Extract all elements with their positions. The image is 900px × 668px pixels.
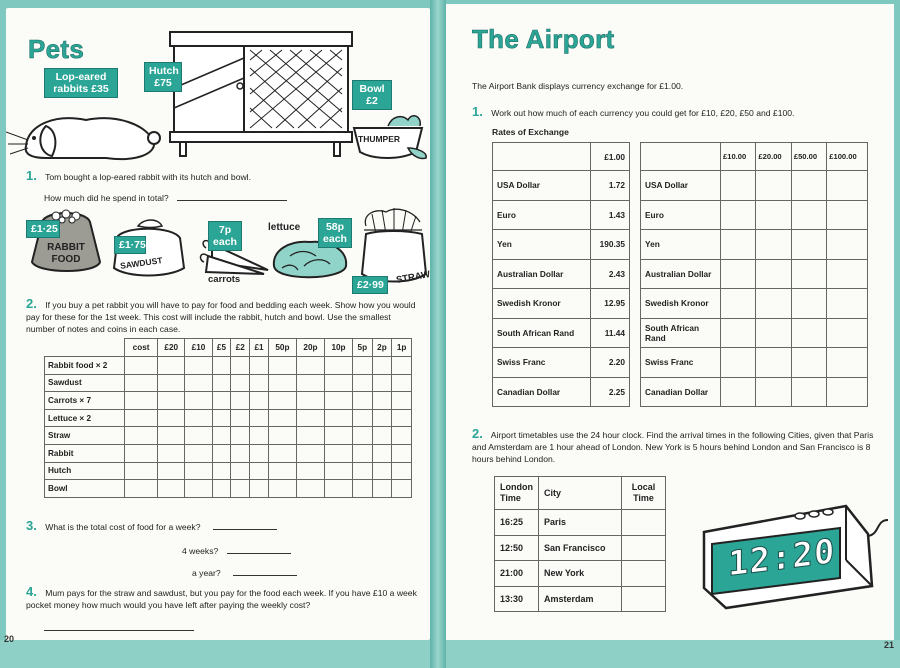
- money-row-label: Bowl: [45, 480, 125, 498]
- money-answer-cell[interactable]: [231, 462, 250, 480]
- intro-text: The Airport Bank displays currency exchange for £1.00.: [472, 81, 684, 91]
- conversion-answer-cell[interactable]: [756, 259, 791, 289]
- money-answer-cell[interactable]: [185, 392, 212, 410]
- money-answer-cell[interactable]: [158, 409, 185, 427]
- money-answer-cell[interactable]: [324, 409, 352, 427]
- question-3: [26, 520, 277, 533]
- money-answer-cell[interactable]: [268, 409, 296, 427]
- money-row-label: Carrots × 7: [45, 392, 125, 410]
- currency-name: Australian Dollar: [493, 259, 591, 289]
- conversion-answer-cell[interactable]: [756, 289, 791, 319]
- money-answer-cell[interactable]: [125, 480, 158, 498]
- rates-header-pound: £1.00: [590, 143, 629, 171]
- question-4-number: 4.: [26, 584, 37, 599]
- carrots-label: carrots: [208, 274, 241, 285]
- money-answer-cell[interactable]: [185, 427, 212, 445]
- rates-row: [493, 171, 630, 201]
- money-answer-cell[interactable]: [212, 444, 231, 462]
- money-answer-cell[interactable]: [250, 444, 269, 462]
- question-1: [26, 170, 416, 183]
- money-answer-cell[interactable]: [268, 444, 296, 462]
- book-spine: [430, 0, 446, 668]
- money-header-5-pounds: £5: [212, 339, 231, 357]
- question-2-number: 2.: [26, 296, 37, 311]
- rates-header-blank: [493, 143, 591, 171]
- money-answer-cell[interactable]: [231, 444, 250, 462]
- money-answer-cell[interactable]: [372, 392, 392, 410]
- money-table-row: [45, 480, 412, 498]
- conversion-answer-cell[interactable]: [721, 171, 756, 201]
- money-header-cost: cost: [125, 339, 158, 357]
- money-answer-cell[interactable]: [250, 462, 269, 480]
- money-answer-cell[interactable]: [353, 357, 373, 375]
- rates-heading: Rates of Exchange: [492, 127, 569, 137]
- money-answer-cell[interactable]: [372, 409, 392, 427]
- money-table-row: [45, 444, 412, 462]
- conversion-row: [641, 377, 868, 407]
- money-answer-cell[interactable]: [125, 444, 158, 462]
- money-answer-cell[interactable]: [125, 409, 158, 427]
- page-number-left: 20: [4, 634, 15, 644]
- money-answer-cell[interactable]: [250, 357, 269, 375]
- currency-name: Euro: [493, 200, 591, 230]
- money-table-row: [45, 374, 412, 392]
- timetable-header-local-time: Local Time: [622, 477, 666, 510]
- airport-question-2: [472, 428, 888, 465]
- conversion-row: [641, 259, 868, 289]
- money-answer-cell[interactable]: [268, 374, 296, 392]
- conversion-row: [641, 318, 868, 348]
- money-answer-cell[interactable]: [158, 392, 185, 410]
- conversion-currency-name: Australian Dollar: [641, 259, 721, 289]
- city-name: Paris: [539, 510, 622, 536]
- money-answer-cell[interactable]: [324, 444, 352, 462]
- question-1-text: Tom bought a lop-eared rabbit with its hutch and bowl.: [45, 172, 251, 182]
- money-answer-cell[interactable]: [324, 392, 352, 410]
- timetable-row: [495, 535, 666, 561]
- question-4-text: Mum pays for the straw and sawdust, but you pay for the food each week. If you have £10 a week pocket money how much would you have left after paying the weekly cost?: [26, 588, 417, 610]
- money-answer-cell[interactable]: [158, 357, 185, 375]
- money-header-50p: 50p: [268, 339, 296, 357]
- money-answer-cell[interactable]: [296, 357, 324, 375]
- money-answer-cell[interactable]: [185, 357, 212, 375]
- exchange-rate: 2.20: [590, 348, 629, 378]
- question-3-year: [192, 567, 297, 579]
- local-time-answer-cell[interactable]: [622, 510, 666, 536]
- money-header-10p: 10p: [324, 339, 352, 357]
- page-title: Pets: [28, 34, 85, 64]
- money-answer-cell[interactable]: [296, 427, 324, 445]
- money-table-row: [45, 357, 412, 375]
- london-time: 13:30: [495, 586, 539, 612]
- conversion-answer-cell[interactable]: [827, 377, 868, 407]
- money-answer-cell[interactable]: [392, 409, 412, 427]
- rabbit-illustration: [6, 96, 166, 166]
- money-answer-cell[interactable]: [125, 374, 158, 392]
- money-answer-cell[interactable]: [212, 409, 231, 427]
- money-answer-cell[interactable]: [185, 374, 212, 392]
- conversion-header-blank: [641, 143, 721, 171]
- price-tag-straw: £2·99: [352, 276, 388, 294]
- rates-row: [493, 348, 630, 378]
- currency-name: South African Rand: [493, 318, 591, 348]
- conversion-answer-cell[interactable]: [756, 200, 791, 230]
- rates-row: [493, 289, 630, 319]
- money-answer-cell[interactable]: [392, 427, 412, 445]
- money-answer-cell[interactable]: [250, 392, 269, 410]
- money-answer-cell[interactable]: [185, 480, 212, 498]
- clock-display: 12:20: [728, 531, 836, 585]
- timetable: [494, 476, 666, 612]
- money-answer-cell[interactable]: [250, 427, 269, 445]
- city-name: San Francisco: [539, 535, 622, 561]
- money-row-label: Hutch: [45, 462, 125, 480]
- conversion-answer-cell[interactable]: [721, 377, 756, 407]
- conversion-row: [641, 171, 868, 201]
- london-time: 12:50: [495, 535, 539, 561]
- money-table-row: [45, 462, 412, 480]
- money-header-1p: 1p: [392, 339, 412, 357]
- rates-row: [493, 377, 630, 407]
- rates-row: [493, 200, 630, 230]
- conversion-answer-cell[interactable]: [791, 348, 826, 378]
- money-answer-cell[interactable]: [324, 462, 352, 480]
- money-answer-cell[interactable]: [125, 462, 158, 480]
- currency-name: Yen: [493, 230, 591, 260]
- money-table-header: [45, 339, 412, 357]
- hutch-illustration: [166, 28, 356, 158]
- conversion-row: [641, 230, 868, 260]
- conversion-currency-name: Swiss Franc: [641, 348, 721, 378]
- airport-question-1: [472, 106, 882, 119]
- answer-line-q1[interactable]: [177, 200, 287, 201]
- conversion-answer-cell[interactable]: [721, 318, 756, 348]
- money-answer-cell[interactable]: [158, 462, 185, 480]
- city-name: Amsterdam: [539, 586, 622, 612]
- money-answer-cell[interactable]: [353, 409, 373, 427]
- money-answer-cell[interactable]: [268, 392, 296, 410]
- left-page: [6, 8, 430, 640]
- sawdust-sack-label: SAWDUST: [119, 255, 163, 271]
- conversion-answer-cell[interactable]: [791, 377, 826, 407]
- conversion-answer-cell[interactable]: [791, 318, 826, 348]
- airport-question-2-text: Airport timetables use the 24 hour clock. Find the arrival times in the following Cities, given that Paris and Amsterdam are 1 hour ahead of London. New York is 5 hours behind London and San Francisco is 8 hours behind London.: [472, 430, 874, 464]
- money-answer-cell[interactable]: [185, 444, 212, 462]
- money-header-20p: 20p: [296, 339, 324, 357]
- money-row-label: Rabbit: [45, 444, 125, 462]
- conversion-table: [640, 142, 868, 407]
- exchange-rate: 2.25: [590, 377, 629, 407]
- conversion-answer-cell[interactable]: [827, 171, 868, 201]
- exchange-rate: 11.44: [590, 318, 629, 348]
- money-answer-cell[interactable]: [268, 357, 296, 375]
- conversion-currency-name: Euro: [641, 200, 721, 230]
- money-answer-cell[interactable]: [250, 480, 269, 498]
- price-tag-lettuce: 58p each: [318, 218, 352, 248]
- money-answer-cell[interactable]: [372, 462, 392, 480]
- money-answer-cell[interactable]: [372, 357, 392, 375]
- local-time-answer-cell[interactable]: [622, 535, 666, 561]
- answer-line-4-weeks[interactable]: [227, 553, 291, 554]
- money-answer-cell[interactable]: [268, 480, 296, 498]
- page-number-right: 21: [884, 640, 895, 650]
- money-answer-cell[interactable]: [212, 392, 231, 410]
- conversion-answer-cell[interactable]: [756, 377, 791, 407]
- conversion-answer-cell[interactable]: [827, 259, 868, 289]
- exchange-rate: 190.35: [590, 230, 629, 260]
- money-answer-cell[interactable]: [324, 357, 352, 375]
- money-answer-cell[interactable]: [353, 392, 373, 410]
- exchange-rate: 1.43: [590, 200, 629, 230]
- conversion-header-10: £10.00: [721, 143, 756, 171]
- money-answer-cell[interactable]: [231, 409, 250, 427]
- answer-line-year[interactable]: [233, 575, 297, 576]
- airport-question-1-number: 1.: [472, 104, 483, 119]
- conversion-currency-name: Swedish Kronor: [641, 289, 721, 319]
- price-tag-rabbit-food: £1·25: [26, 220, 60, 238]
- conversion-answer-cell[interactable]: [791, 259, 826, 289]
- money-table-row: [45, 392, 412, 410]
- conversion-header-20: £20.00: [756, 143, 791, 171]
- conversion-answer-cell[interactable]: [721, 230, 756, 260]
- money-header-20-pounds: £20: [158, 339, 185, 357]
- money-answer-cell[interactable]: [372, 480, 392, 498]
- conversion-answer-cell[interactable]: [827, 289, 868, 319]
- money-answer-cell[interactable]: [392, 462, 412, 480]
- money-header-2p: 2p: [372, 339, 392, 357]
- price-tag-carrots: 7p each: [208, 221, 242, 251]
- money-answer-cell[interactable]: [250, 409, 269, 427]
- answer-line-q4[interactable]: [44, 630, 194, 631]
- question-3-number: 3.: [26, 518, 37, 533]
- conversion-answer-cell[interactable]: [827, 348, 868, 378]
- right-page: [446, 4, 894, 640]
- money-answer-cell[interactable]: [392, 444, 412, 462]
- rates-row: [493, 318, 630, 348]
- conversion-answer-cell[interactable]: [827, 230, 868, 260]
- money-answer-cell[interactable]: [125, 357, 158, 375]
- conversion-answer-cell[interactable]: [791, 230, 826, 260]
- money-answer-cell[interactable]: [353, 444, 373, 462]
- question-2-text: If you buy a pet rabbit you will have to pay for food and bedding each week. Show how you would pay for these for the 1st week. This cost will include the rabbit, hutch and bowl. Use the smallest number of notes and coins in each case.: [26, 300, 416, 334]
- conversion-answer-cell[interactable]: [721, 348, 756, 378]
- rates-row: [493, 259, 630, 289]
- money-row-label: Lettuce × 2: [45, 409, 125, 427]
- money-answer-cell[interactable]: [158, 427, 185, 445]
- rabbit-food-sack-label: RABBIT FOOD: [47, 242, 85, 265]
- page-title-airport: The Airport: [472, 24, 615, 54]
- money-answer-cell[interactable]: [231, 480, 250, 498]
- conversion-row: [641, 289, 868, 319]
- money-answer-cell[interactable]: [185, 409, 212, 427]
- money-header-1-pound: £1: [250, 339, 269, 357]
- money-answer-cell[interactable]: [392, 374, 412, 392]
- money-answer-cell[interactable]: [212, 480, 231, 498]
- bowl-label: THUMPER: [358, 134, 401, 144]
- timetable-row: [495, 561, 666, 587]
- money-answer-cell[interactable]: [158, 480, 185, 498]
- money-table-row: [45, 409, 412, 427]
- conversion-answer-cell[interactable]: [756, 230, 791, 260]
- money-answer-cell[interactable]: [268, 427, 296, 445]
- money-answer-cell[interactable]: [125, 392, 158, 410]
- airport-question-2-number: 2.: [472, 426, 483, 441]
- question-3-text: What is the total cost of food for a week?: [45, 522, 201, 532]
- money-answer-cell[interactable]: [353, 462, 373, 480]
- money-answer-cell[interactable]: [231, 357, 250, 375]
- price-tag-bowl: Bowl £2: [352, 80, 392, 110]
- money-answer-cell[interactable]: [324, 480, 352, 498]
- timetable-row: [495, 586, 666, 612]
- money-answer-cell[interactable]: [353, 427, 373, 445]
- money-answer-cell[interactable]: [324, 427, 352, 445]
- conversion-answer-cell[interactable]: [791, 289, 826, 319]
- book-edge: [0, 640, 900, 668]
- money-answer-cell[interactable]: [372, 444, 392, 462]
- rates-row: [493, 230, 630, 260]
- money-answer-cell[interactable]: [353, 480, 373, 498]
- money-answer-cell[interactable]: [212, 427, 231, 445]
- currency-name: Swiss Franc: [493, 348, 591, 378]
- answer-line-week[interactable]: [213, 529, 277, 530]
- money-answer-cell[interactable]: [372, 374, 392, 392]
- currency-name: USA Dollar: [493, 171, 591, 201]
- exchange-rate: 1.72: [590, 171, 629, 201]
- city-name: New York: [539, 561, 622, 587]
- question-3-weeks: [182, 545, 291, 557]
- conversion-header-50: £50.00: [791, 143, 826, 171]
- money-answer-cell[interactable]: [250, 374, 269, 392]
- question-3-weeks-text: 4 weeks?: [182, 546, 219, 556]
- conversion-currency-name: South African Rand: [641, 318, 721, 348]
- london-time: 16:25: [495, 510, 539, 536]
- conversion-answer-cell[interactable]: [756, 348, 791, 378]
- money-table: [44, 338, 412, 498]
- money-answer-cell[interactable]: [231, 427, 250, 445]
- money-answer-cell[interactable]: [296, 462, 324, 480]
- price-tag-sawdust: £1·75: [114, 236, 146, 254]
- money-answer-cell[interactable]: [158, 374, 185, 392]
- conversion-row: [641, 348, 868, 378]
- money-answer-cell[interactable]: [296, 444, 324, 462]
- local-time-answer-cell[interactable]: [622, 586, 666, 612]
- timetable-header-london-time: London Time: [495, 477, 539, 510]
- money-answer-cell[interactable]: [392, 480, 412, 498]
- conversion-answer-cell[interactable]: [791, 171, 826, 201]
- money-row-label: Straw: [45, 427, 125, 445]
- money-answer-cell[interactable]: [392, 357, 412, 375]
- question-4: [26, 586, 418, 611]
- money-answer-cell[interactable]: [392, 392, 412, 410]
- money-answer-cell[interactable]: [296, 374, 324, 392]
- timetable-header-city: City: [539, 477, 622, 510]
- timetable-row: [495, 510, 666, 536]
- conversion-currency-name: USA Dollar: [641, 171, 721, 201]
- question-1-subtext: How much did he spend in total?: [44, 193, 169, 203]
- money-table-row: [45, 427, 412, 445]
- rates-table: [492, 142, 630, 407]
- local-time-answer-cell[interactable]: [622, 561, 666, 587]
- question-1-sub: [44, 192, 287, 204]
- currency-name: Swedish Kronor: [493, 289, 591, 319]
- money-answer-cell[interactable]: [296, 409, 324, 427]
- london-time: 21:00: [495, 561, 539, 587]
- timetable-header-row: [495, 477, 666, 510]
- price-tag-hutch: Hutch £75: [144, 62, 182, 92]
- money-answer-cell[interactable]: [268, 462, 296, 480]
- airport-question-1-text: Work out how much of each currency you could get for £10, £20, £50 and £100.: [491, 108, 795, 118]
- question-2: [26, 298, 418, 335]
- money-header-blank: [45, 339, 125, 357]
- money-row-label: Sawdust: [45, 374, 125, 392]
- lettuce-label: lettuce: [268, 222, 301, 233]
- money-answer-cell[interactable]: [231, 392, 250, 410]
- money-header-5p: 5p: [353, 339, 373, 357]
- conversion-answer-cell[interactable]: [791, 200, 826, 230]
- money-answer-cell[interactable]: [296, 392, 324, 410]
- money-answer-cell[interactable]: [353, 374, 373, 392]
- money-answer-cell[interactable]: [158, 444, 185, 462]
- conversion-answer-cell[interactable]: [756, 318, 791, 348]
- money-answer-cell[interactable]: [296, 480, 324, 498]
- conversion-answer-cell[interactable]: [827, 200, 868, 230]
- money-answer-cell[interactable]: [212, 374, 231, 392]
- money-header-2-pounds: £2: [231, 339, 250, 357]
- money-answer-cell[interactable]: [372, 427, 392, 445]
- conversion-header-row: [641, 143, 868, 171]
- money-answer-cell[interactable]: [212, 462, 231, 480]
- rates-header-row: [493, 143, 630, 171]
- exchange-rate: 12.95: [590, 289, 629, 319]
- conversion-answer-cell[interactable]: [756, 171, 791, 201]
- money-answer-cell[interactable]: [125, 427, 158, 445]
- question-1-number: 1.: [26, 168, 37, 183]
- conversion-answer-cell[interactable]: [721, 200, 756, 230]
- conversion-header-100: £100.00: [827, 143, 868, 171]
- money-row-label: Rabbit food × 2: [45, 357, 125, 375]
- money-header-10-pounds: £10: [185, 339, 212, 357]
- question-3-year-text: a year?: [192, 568, 221, 578]
- conversion-answer-cell[interactable]: [721, 259, 756, 289]
- conversion-row: [641, 200, 868, 230]
- exchange-rate: 2.43: [590, 259, 629, 289]
- conversion-answer-cell[interactable]: [827, 318, 868, 348]
- price-tag-rabbits: Lop-eared rabbits £35: [44, 68, 118, 98]
- conversion-currency-name: Yen: [641, 230, 721, 260]
- conversion-currency-name: Canadian Dollar: [641, 377, 721, 407]
- money-answer-cell[interactable]: [185, 462, 212, 480]
- conversion-answer-cell[interactable]: [721, 289, 756, 319]
- money-answer-cell[interactable]: [212, 357, 231, 375]
- money-answer-cell[interactable]: [324, 374, 352, 392]
- straw-sack-label: STRAW: [395, 269, 432, 286]
- currency-name: Canadian Dollar: [493, 377, 591, 407]
- money-answer-cell[interactable]: [231, 374, 250, 392]
